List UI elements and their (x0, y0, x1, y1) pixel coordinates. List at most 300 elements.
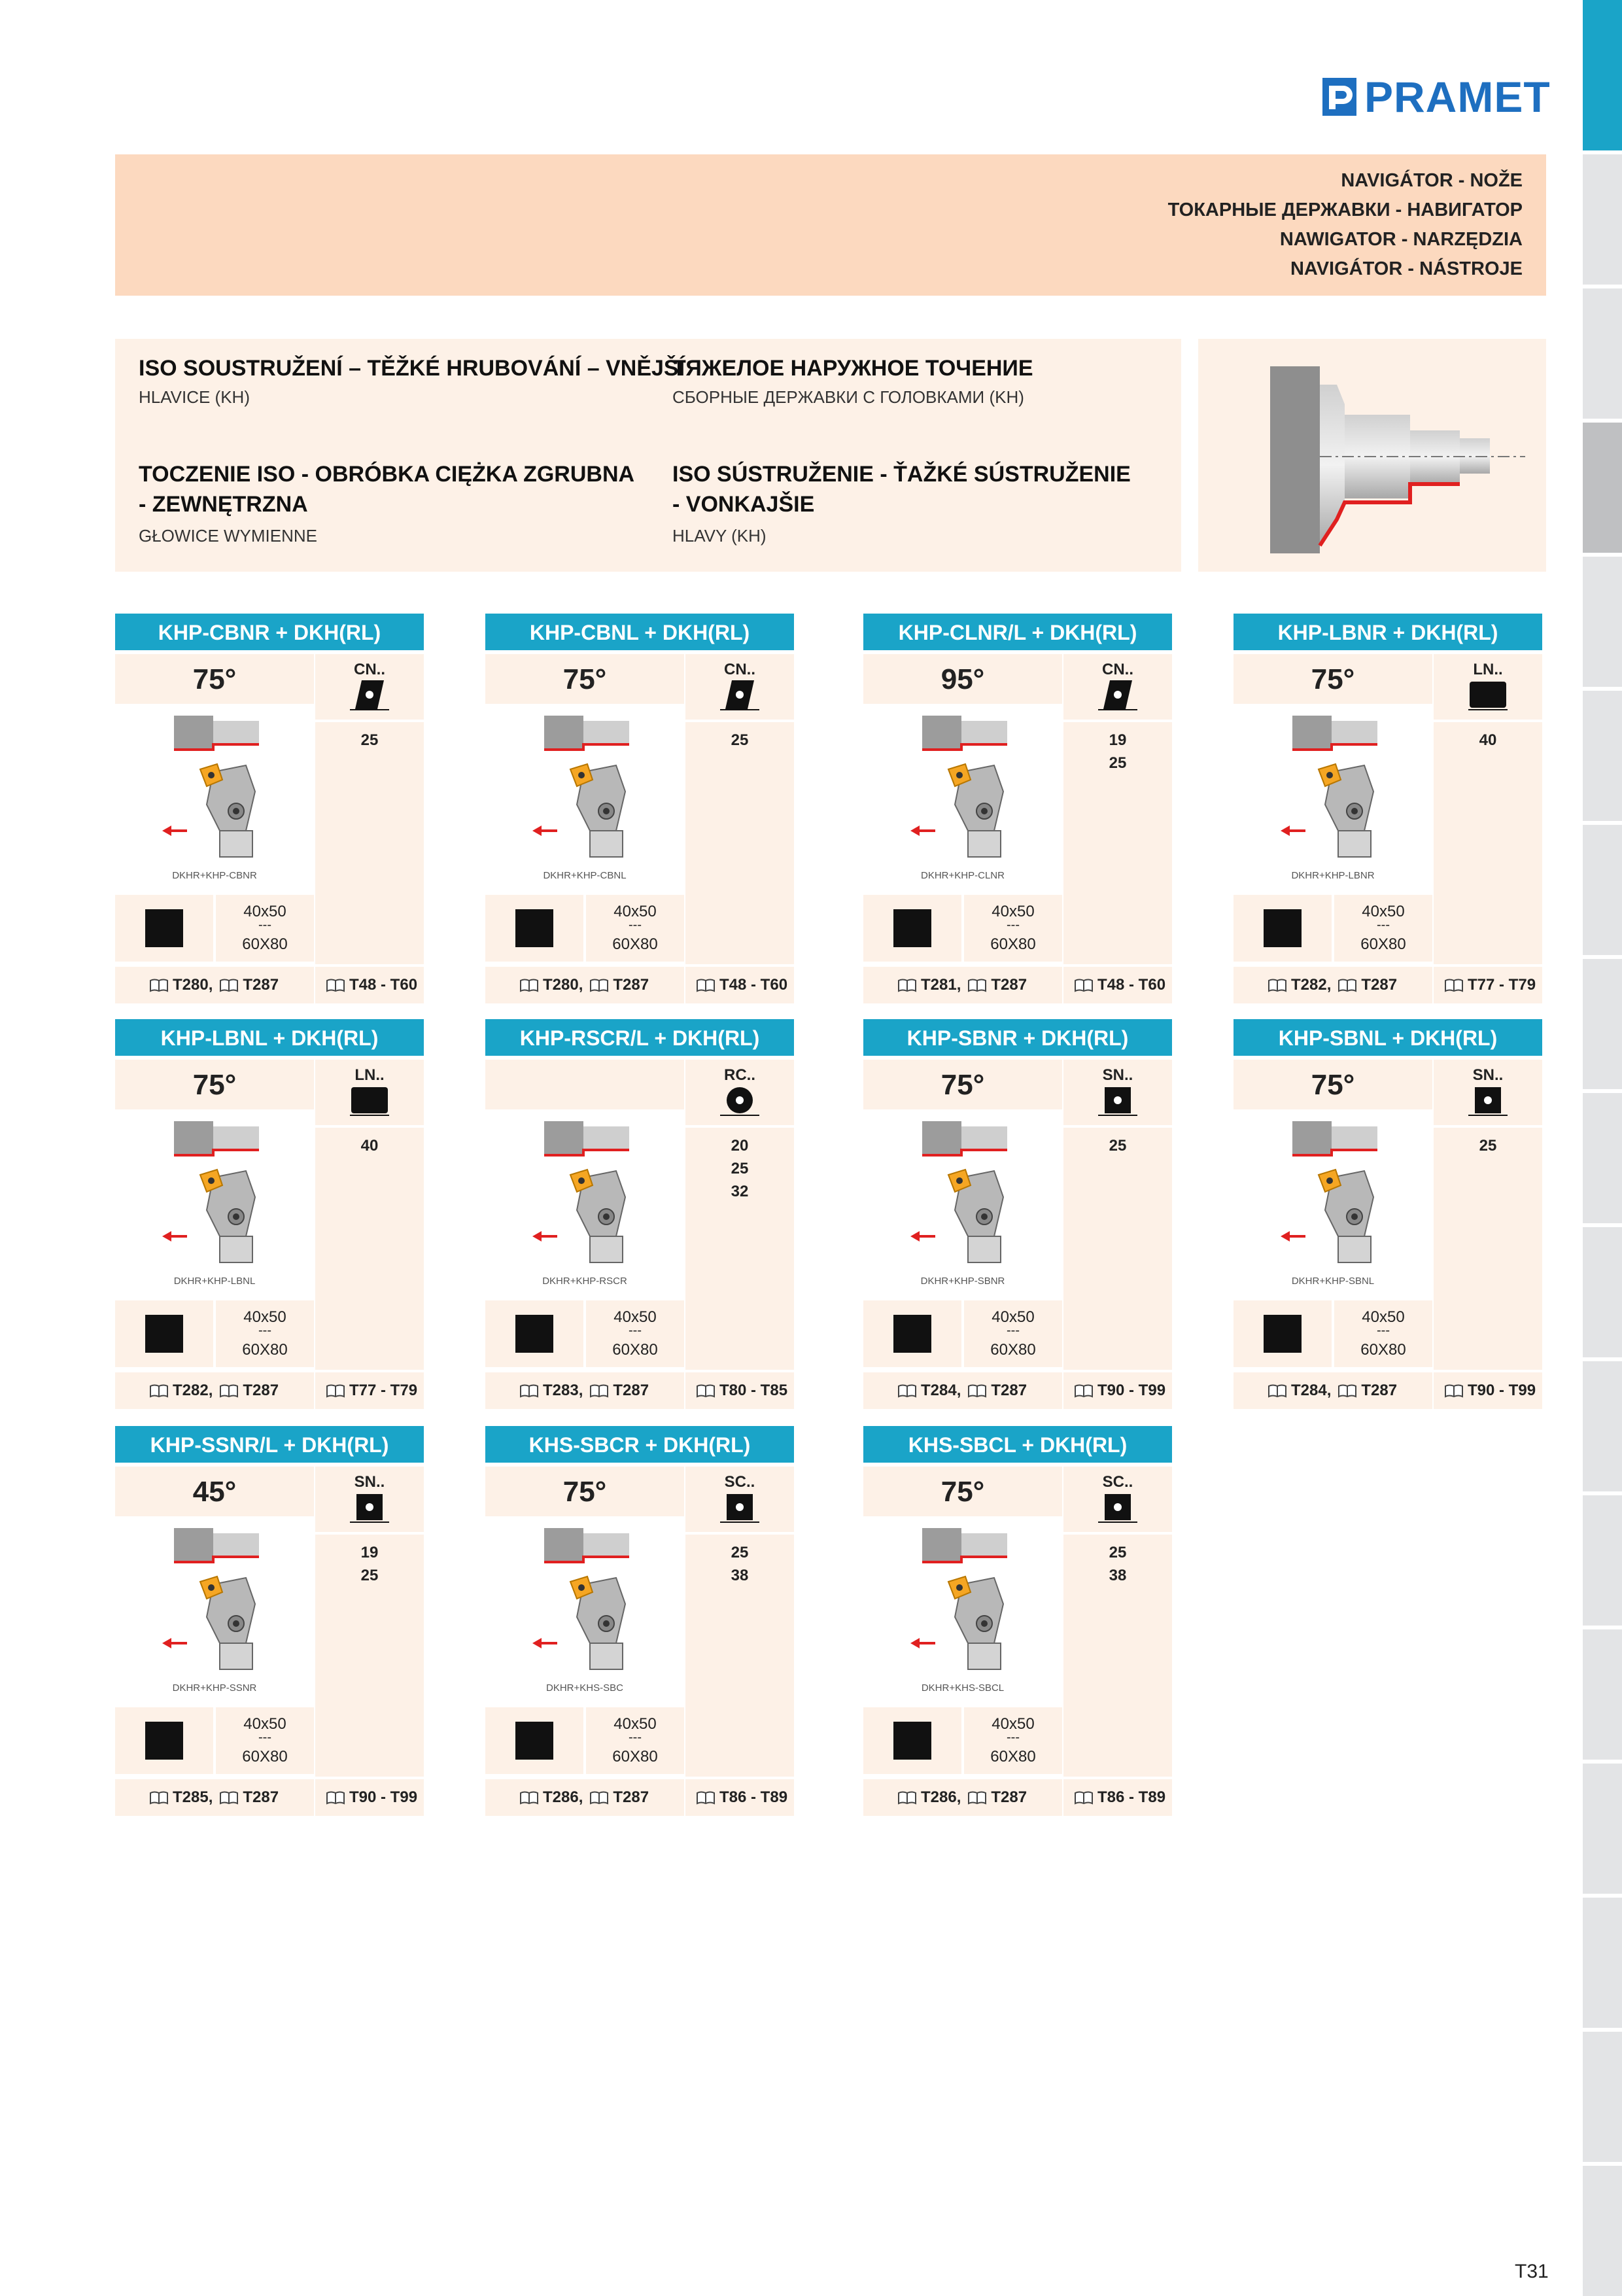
insert-size-value: 38 (731, 1567, 749, 1584)
holder-size-sep: --- (629, 918, 642, 932)
insert-shape-icon (1098, 1491, 1137, 1523)
insert-shape-svg (350, 1491, 389, 1523)
insert-sizes (685, 729, 794, 752)
page-range (1074, 1788, 1165, 1807)
page-number: T31 (1515, 2261, 1549, 2282)
insert-shape-svg (1098, 1085, 1137, 1116)
side-tab[interactable] (1583, 553, 1622, 687)
approach-angle: 45° (192, 1476, 237, 1508)
tool-caption: DKHR+KHP-CLNR (921, 870, 1005, 881)
holder-size-max: 60X80 (612, 1341, 658, 1359)
tool-illustration (115, 1519, 314, 1702)
approach-angle: 75° (1311, 663, 1355, 695)
page-ref-b[interactable]: T287 (243, 1788, 279, 1806)
side-tab[interactable] (1583, 1357, 1622, 1491)
tool-caption: DKHR+KHS-SBCL (921, 1682, 1005, 1694)
insert-sizes (1434, 729, 1542, 752)
toolholder-drawing-icon (863, 706, 1062, 870)
page-range (1074, 1382, 1165, 1400)
insert-code: CN.. (724, 661, 755, 678)
tool-caption: DKHR+KHP-CBNL (543, 870, 627, 881)
insert-size-value: 25 (1109, 754, 1127, 772)
side-tab[interactable] (1583, 1491, 1622, 1626)
page-range (1074, 976, 1165, 994)
toolholder-drawing-icon (115, 1112, 314, 1276)
side-tab[interactable] (1583, 2162, 1622, 2296)
holder-size-box (115, 1300, 314, 1367)
angle-box (863, 1467, 1062, 1516)
page-refs (897, 976, 1027, 994)
holder-size-box (115, 895, 314, 962)
approach-angle: 75° (940, 1069, 985, 1101)
card-title[interactable]: KHP-CLNR/L + DKH(RL) (863, 614, 1172, 650)
insert-size-value: 32 (731, 1183, 749, 1200)
book-icon (519, 1383, 539, 1398)
divider (685, 720, 794, 722)
insert-shape-svg (720, 1491, 759, 1523)
side-tab[interactable] (1583, 821, 1622, 955)
card-footer-refs (863, 1372, 1062, 1409)
side-tab[interactable] (1583, 687, 1622, 821)
divider (685, 1532, 794, 1535)
insert-code: SC.. (1102, 1473, 1133, 1491)
insert-shape-icon (1098, 679, 1137, 710)
page-ref-b[interactable]: T287 (991, 976, 1027, 994)
card-footer-range (685, 1779, 794, 1816)
header-title-pl: NAWIGATOR - NARZĘDZIA (1279, 229, 1523, 250)
card-footer-refs (115, 1779, 314, 1816)
page-range-text[interactable]: T48 - T60 (1097, 976, 1166, 994)
intro-title-sk-1: ISO SÚSTRUŽENIE - ŤAŽKÉ SÚSTRUŽENIE (672, 462, 1131, 487)
insert-shape-icon (720, 1085, 759, 1116)
angle-box (115, 1060, 314, 1109)
page-refs (519, 1788, 649, 1807)
angle-box (485, 1467, 684, 1516)
page-ref-a[interactable]: T280, (543, 976, 583, 994)
toolholder-drawing-icon (863, 1112, 1062, 1276)
card-title[interactable]: KHP-CBNR + DKH(RL) (115, 614, 424, 650)
page-range-text[interactable]: T77 - T79 (1468, 976, 1536, 994)
page-range-text[interactable]: T48 - T60 (349, 976, 418, 994)
holder-size-min: 40x50 (992, 1308, 1035, 1326)
side-tab[interactable] (1583, 955, 1622, 1089)
divider (1434, 720, 1542, 722)
side-tab[interactable] (1583, 1760, 1622, 1894)
insert-code: SN.. (1472, 1066, 1504, 1084)
holder-size-min: 40x50 (1362, 1308, 1405, 1326)
insert-panel (1063, 654, 1172, 964)
toolholder-drawing-icon (1234, 706, 1432, 870)
insert-size-value: 38 (1109, 1567, 1127, 1584)
page-refs (519, 976, 649, 994)
holder-size-max: 60X80 (242, 1748, 288, 1765)
side-tab-active[interactable] (1583, 0, 1622, 150)
tool-illustration (485, 706, 684, 890)
page-range-text[interactable]: T80 - T85 (719, 1382, 788, 1399)
holder-size-sep: --- (629, 1730, 642, 1745)
square-shank-icon (515, 1315, 553, 1353)
intro-sub-ru: СБОРНЫЕ ДЕРЖАВКИ С ГОЛОВКАМИ (KH) (672, 387, 1024, 407)
card-footer-refs (485, 1779, 684, 1816)
book-icon (1074, 1383, 1094, 1398)
holder-size-min: 40x50 (613, 903, 657, 920)
side-tab[interactable] (1583, 1089, 1622, 1223)
intro-title-cz: ISO SOUSTRUŽENÍ – TĚŽKÉ HRUBOVÁNÍ – VNĚJŠÍ (139, 356, 685, 381)
side-tab[interactable] (1583, 285, 1622, 419)
tool-caption: DKHR+KHP-LBNL (173, 1276, 256, 1287)
approach-angle: 75° (940, 1476, 985, 1508)
page-range-text[interactable]: T77 - T79 (349, 1382, 418, 1399)
book-icon (326, 978, 345, 992)
holder-size-max: 60X80 (612, 935, 658, 953)
insert-size-value: 19 (360, 1544, 379, 1561)
insert-panel (685, 654, 794, 964)
card-title[interactable]: KHP-LBNL + DKH(RL) (115, 1019, 424, 1056)
card-footer-range (1063, 967, 1172, 1003)
insert-size-value: 25 (360, 1567, 379, 1584)
holder-size-sep: --- (1007, 1730, 1020, 1745)
tool-illustration (485, 1112, 684, 1295)
page-range (696, 976, 787, 994)
side-tab[interactable] (1583, 1894, 1622, 2028)
toolholder-drawing-icon (485, 1112, 684, 1276)
holder-size-max: 60X80 (990, 935, 1036, 953)
insert-shape-icon (720, 1491, 759, 1523)
page-ref-a[interactable]: T280, (173, 976, 213, 994)
insert-panel (685, 1467, 794, 1777)
tool-card[interactable] (863, 1426, 1172, 1816)
card-footer-refs (863, 1779, 1062, 1816)
intro-sub-pl: GŁOWICE WYMIENNE (139, 526, 318, 546)
holder-size-min: 40x50 (992, 903, 1035, 920)
holder-size-box (485, 1707, 684, 1774)
page-range-text[interactable]: T90 - T99 (1468, 1382, 1536, 1399)
holder-size-box (863, 1707, 1062, 1774)
card-title[interactable]: KHP-SBNR + DKH(RL) (863, 1019, 1172, 1056)
page-ref-a[interactable]: T286, (543, 1788, 583, 1806)
insert-shape-svg (1098, 679, 1137, 710)
page-ref-b[interactable]: T287 (613, 976, 649, 994)
divider (315, 1125, 424, 1128)
book-icon (589, 1790, 609, 1805)
workpiece-illustration (1198, 339, 1546, 572)
holder-size-sep: --- (258, 918, 271, 932)
angle-box (1234, 654, 1432, 704)
insert-shape-icon (1468, 1085, 1508, 1116)
book-icon (326, 1790, 345, 1805)
intro-section (115, 339, 1181, 572)
insert-panel (1434, 1060, 1542, 1370)
intro-title-pl-2: - ZEWNĘTRZNA (139, 492, 308, 517)
page-ref-a[interactable]: T284, (1291, 1382, 1332, 1399)
side-tab[interactable] (1583, 1626, 1622, 1760)
tool-card[interactable] (863, 614, 1172, 1003)
page-ref-a[interactable]: T285, (173, 1788, 213, 1806)
holder-size-max: 60X80 (242, 1341, 288, 1359)
side-tab[interactable] (1583, 2028, 1622, 2162)
holder-size-box (485, 1300, 684, 1367)
header-title-sk: NAVIGÁTOR - NÁSTROJE (1290, 258, 1523, 279)
book-icon (696, 978, 716, 992)
divider (1063, 720, 1172, 722)
page-range (326, 1382, 417, 1400)
angle-box (863, 1060, 1062, 1109)
book-icon (1444, 1383, 1464, 1398)
page-range (326, 1788, 417, 1807)
insert-code: CN.. (1102, 661, 1133, 678)
toolholder-drawing-icon (1234, 1112, 1432, 1276)
holder-size-sep: --- (1377, 918, 1390, 932)
page-range (696, 1382, 787, 1400)
page-ref-a[interactable]: T281, (921, 976, 961, 994)
insert-size-value: 25 (1479, 1137, 1497, 1155)
insert-shape-svg (1468, 1085, 1508, 1116)
square-shank-icon (515, 909, 553, 947)
tool-illustration (115, 706, 314, 890)
holder-size-max: 60X80 (990, 1748, 1036, 1765)
book-icon (897, 978, 917, 992)
tool-card[interactable] (115, 614, 424, 1003)
book-icon (519, 1790, 539, 1805)
tool-illustration (1234, 706, 1432, 890)
card-footer-refs (115, 967, 314, 1003)
page-range-text[interactable]: T86 - T89 (1097, 1788, 1166, 1806)
insert-panel (315, 1467, 424, 1777)
header-titles (1168, 166, 1523, 284)
page-range-text[interactable]: T48 - T60 (719, 976, 788, 994)
book-icon (696, 1790, 716, 1805)
card-footer-refs (1234, 967, 1432, 1003)
card-footer-refs (863, 967, 1062, 1003)
card-footer-range (685, 967, 794, 1003)
holder-size-box (485, 895, 684, 962)
insert-sizes (315, 1134, 424, 1157)
side-tab-strip (1583, 0, 1622, 2295)
book-icon (589, 1383, 609, 1398)
card-title[interactable]: KHP-CBNL + DKH(RL) (485, 614, 794, 650)
insert-sizes (1063, 729, 1172, 774)
holder-size-max: 60X80 (1360, 1341, 1406, 1359)
holder-size-max: 60X80 (990, 1341, 1036, 1359)
side-tab[interactable] (1583, 1223, 1622, 1357)
page-range-text[interactable]: T86 - T89 (719, 1788, 788, 1806)
page-ref-b[interactable]: T287 (1361, 1382, 1398, 1399)
book-icon (967, 1383, 987, 1398)
book-icon (326, 1383, 345, 1398)
holder-size-box (1234, 895, 1432, 962)
tool-card[interactable] (115, 1019, 424, 1409)
card-footer-range (1434, 1372, 1542, 1409)
page-ref-b[interactable]: T287 (613, 1788, 649, 1806)
angle-box (115, 1467, 314, 1516)
card-footer-range (1434, 967, 1542, 1003)
page-refs (1268, 976, 1397, 994)
insert-size-value: 25 (1109, 1544, 1127, 1561)
holder-size-max: 60X80 (612, 1748, 658, 1765)
insert-size-value: 25 (1109, 1137, 1127, 1155)
divider (1434, 1125, 1542, 1128)
page-ref-b[interactable]: T287 (243, 976, 279, 994)
insert-code: LN.. (1473, 661, 1503, 678)
tool-caption: DKHR+KHP-CBNR (172, 870, 257, 881)
toolholder-drawing-icon (115, 706, 314, 870)
tool-card[interactable] (115, 1426, 424, 1816)
insert-size-value: 25 (731, 731, 749, 749)
page-ref-a[interactable]: T284, (921, 1382, 961, 1399)
insert-sizes (315, 729, 424, 752)
page-refs (519, 1382, 649, 1400)
side-tab[interactable] (1583, 150, 1622, 285)
intro-sub-sk: HLAVY (KH) (672, 526, 767, 546)
insert-shape-svg (350, 1085, 389, 1116)
page-ref-a[interactable]: T282, (1291, 976, 1332, 994)
side-tab[interactable] (1583, 419, 1622, 553)
book-icon (1444, 978, 1464, 992)
insert-shape-svg (350, 679, 389, 710)
insert-size-value: 25 (731, 1160, 749, 1177)
page-ref-a[interactable]: T286, (921, 1788, 961, 1806)
card-title[interactable]: KHP-LBNR + DKH(RL) (1234, 614, 1542, 650)
insert-shape-svg (1468, 679, 1508, 710)
holder-size-sep: --- (1007, 1323, 1020, 1338)
insert-shape-icon (350, 1491, 389, 1523)
holder-size-sep: --- (1007, 918, 1020, 932)
tool-illustration (485, 1519, 684, 1702)
card-footer-range (685, 1372, 794, 1409)
insert-panel (1434, 654, 1542, 964)
holder-size-sep: --- (1377, 1323, 1390, 1338)
insert-shape-icon (720, 679, 759, 710)
approach-angle: 95° (940, 663, 985, 695)
page-ref-b[interactable]: T287 (991, 1382, 1027, 1399)
holder-size-min: 40x50 (243, 1715, 286, 1733)
insert-sizes (685, 1541, 794, 1587)
approach-angle: 75° (562, 663, 607, 695)
tool-card[interactable] (485, 1426, 794, 1816)
turned-shaft-icon (1198, 339, 1546, 572)
insert-shape-svg (1098, 1491, 1137, 1523)
insert-shape-icon (1098, 1085, 1137, 1116)
insert-sizes (1434, 1134, 1542, 1157)
page-range (1444, 976, 1536, 994)
angle-box (863, 654, 1062, 704)
card-title[interactable]: KHS-SBCR + DKH(RL) (485, 1426, 794, 1463)
page-range (1444, 1382, 1536, 1400)
insert-code: SN.. (1102, 1066, 1133, 1084)
page-ref-a[interactable]: T283, (543, 1382, 583, 1399)
book-icon (1074, 1790, 1094, 1805)
book-icon (519, 978, 539, 992)
holder-size-min: 40x50 (992, 1715, 1035, 1733)
book-icon (219, 978, 239, 992)
card-title[interactable]: KHP-RSCR/L + DKH(RL) (485, 1019, 794, 1056)
book-icon (1268, 1383, 1287, 1398)
page-ref-b[interactable]: T287 (1361, 976, 1398, 994)
book-icon (897, 1383, 917, 1398)
book-icon (967, 978, 987, 992)
brand-logo (1321, 73, 1551, 120)
tool-caption: DKHR+KHP-SSNR (172, 1682, 257, 1694)
divider (685, 1125, 794, 1128)
insert-size-value: 25 (731, 1544, 749, 1561)
insert-code: CN.. (354, 661, 385, 678)
toolholder-drawing-icon (485, 1519, 684, 1682)
insert-panel (315, 654, 424, 964)
divider (315, 720, 424, 722)
page-ref-b[interactable]: T287 (991, 1788, 1027, 1806)
book-icon (589, 978, 609, 992)
book-icon (219, 1790, 239, 1805)
book-icon (897, 1790, 917, 1805)
page-ref-b[interactable]: T287 (243, 1382, 279, 1399)
holder-size-box (115, 1707, 314, 1774)
holder-size-min: 40x50 (243, 1308, 286, 1326)
insert-size-value: 20 (731, 1137, 749, 1155)
insert-shape-icon (350, 1085, 389, 1116)
header-title-cz: NAVIGÁTOR - NOŽE (1341, 170, 1523, 191)
tool-card[interactable] (485, 1019, 794, 1409)
page-refs (897, 1788, 1027, 1807)
holder-size-sep: --- (258, 1323, 271, 1338)
book-icon (1337, 1383, 1357, 1398)
tool-caption: DKHR+KHP-RSCR (542, 1276, 627, 1287)
page-ref-b[interactable]: T287 (613, 1382, 649, 1399)
intro-sub-cz: HLAVICE (KH) (139, 387, 250, 407)
tool-illustration (863, 706, 1062, 890)
holder-size-min: 40x50 (613, 1715, 657, 1733)
page-refs (149, 1788, 279, 1807)
tool-card[interactable] (485, 614, 794, 1003)
card-title[interactable]: KHS-SBCL + DKH(RL) (863, 1426, 1172, 1463)
insert-sizes (1063, 1134, 1172, 1157)
page-ref-a[interactable]: T282, (173, 1382, 213, 1399)
intro-title-ru: ТЯЖЕЛОЕ НАРУЖНОЕ ТОЧЕНИЕ (672, 356, 1033, 381)
square-shank-icon (145, 1722, 183, 1760)
insert-size-value: 25 (360, 731, 379, 749)
card-footer-refs (485, 967, 684, 1003)
tool-card[interactable] (1234, 614, 1542, 1003)
card-footer-refs (1234, 1372, 1432, 1409)
book-icon (696, 1383, 716, 1398)
square-shank-icon (1264, 1315, 1302, 1353)
insert-code: SC.. (724, 1473, 755, 1491)
holder-size-sep: --- (258, 1730, 271, 1745)
book-icon (1268, 978, 1287, 992)
square-shank-icon (893, 1722, 931, 1760)
card-title[interactable]: KHP-SSNR/L + DKH(RL) (115, 1426, 424, 1463)
page-range (326, 976, 417, 994)
card-title[interactable]: KHP-SBNL + DKH(RL) (1234, 1019, 1542, 1056)
toolholder-drawing-icon (863, 1519, 1062, 1682)
angle-box (485, 654, 684, 704)
insert-panel (315, 1060, 424, 1370)
card-footer-range (315, 1779, 424, 1816)
angle-box (1234, 1060, 1432, 1109)
tool-card[interactable] (1234, 1019, 1542, 1409)
page-range-text[interactable]: T90 - T99 (1097, 1382, 1166, 1399)
page-range (696, 1788, 787, 1807)
tool-card[interactable] (863, 1019, 1172, 1409)
book-icon (967, 1790, 987, 1805)
brand-name: PRAMET (1364, 73, 1551, 121)
page-range-text[interactable]: T90 - T99 (349, 1788, 418, 1806)
page-refs (149, 1382, 279, 1400)
insert-size-value: 19 (1109, 731, 1127, 749)
tool-caption: DKHR+KHP-SBNL (1291, 1276, 1375, 1287)
book-icon (1074, 978, 1094, 992)
insert-code: SN.. (354, 1473, 385, 1491)
card-footer-range (315, 967, 424, 1003)
